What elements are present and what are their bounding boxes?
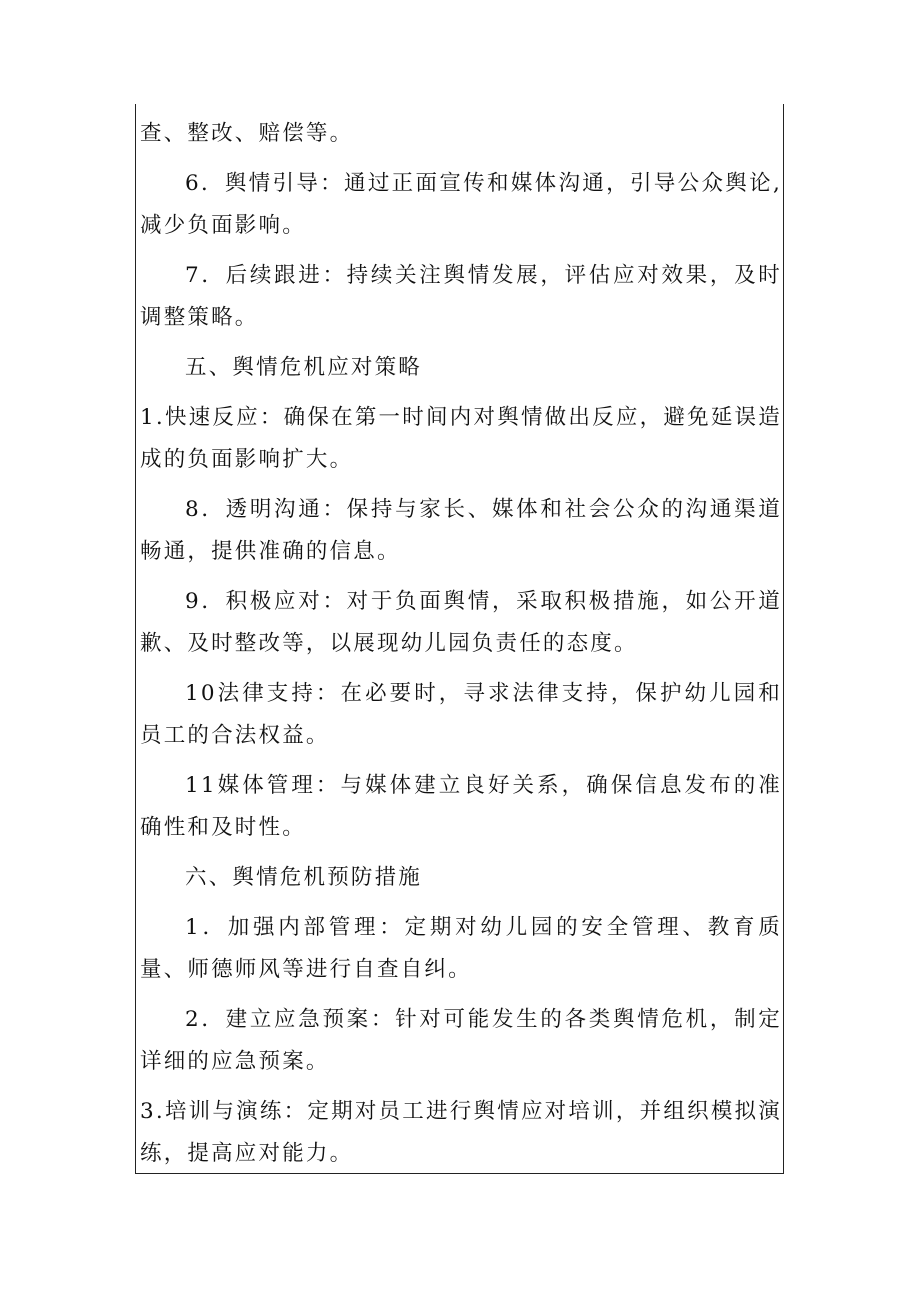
paragraph-strategy-8: 8．透明沟通：保持与家长、媒体和社会公众的沟通渠道畅通，提供准确的信息。 [140, 497, 782, 564]
paragraph-prevention-3: 3.培训与演练：定期对员工进行舆情应对培训，并组织模拟演练，提高应对能力。 [140, 1099, 782, 1166]
paragraph-item-6: 6．舆情引导：通过正面宣传和媒体沟通，引导公众舆论,减少负面影响。 [140, 171, 782, 238]
document-body [140, 113, 782, 1183]
paragraph-prevention-1: 1．加强内部管理：定期对幼儿园的安全管理、教育质量、师德师风等进行自查自纠。 [140, 915, 782, 982]
section-heading-6: 六、舆情危机预防措施 [185, 865, 423, 890]
paragraph-item-7: 7．后续跟进：持续关注舆情发展，评估应对效果，及时调整策略。 [140, 263, 782, 330]
paragraph-strategy-11: 11媒体管理：与媒体建立良好关系，确保信息发布的准确性和及时性。 [140, 773, 782, 840]
paragraph-continuation: 查、整改、赔偿等。 [140, 121, 354, 146]
paragraph-strategy-9: 9．积极应对：对于负面舆情，采取积极措施，如公开道歉、及时整改等，以展现幼儿园负责任的态度。 [140, 589, 782, 656]
section-heading-5: 五、舆情危机应对策略 [185, 355, 423, 380]
paragraph-prevention-2: 2．建立应急预案：针对可能发生的各类舆情危机，制定详细的应急预案。 [140, 1007, 782, 1074]
paragraph-strategy-1: 1.快速反应：确保在第一时间内对舆情做出反应，避免延误造成的负面影响扩大。 [140, 405, 782, 472]
paragraph-strategy-10: 10法律支持：在必要时，寻求法律支持，保护幼儿园和员工的合法权益。 [140, 681, 782, 748]
